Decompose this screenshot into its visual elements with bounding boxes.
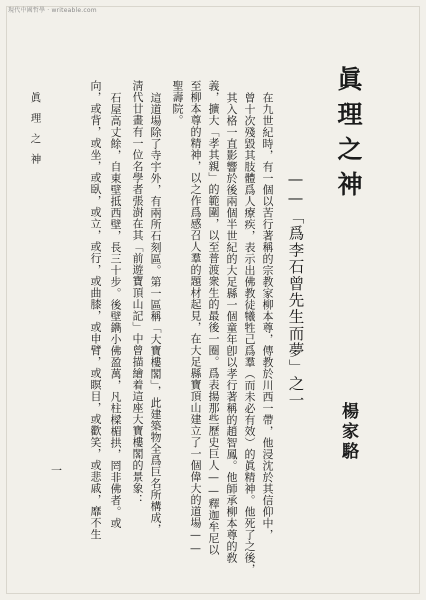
article-title: 眞理之神 <box>334 66 363 206</box>
body-line-8: 淸代廿畫有一位名學者張澍在其「前遊寶頂山記」中曾描繪着這座大寶樓閣的景象： <box>131 80 144 506</box>
body-line-5: 至柳本尊的精神，以之作爲感召人羣的題材起見，在大足縣寶頂山建立了一個偉大的道場—— <box>189 80 202 556</box>
body-line-10: 向，或背，或坐，或臥，或立，或行，或曲膝，或申臂，或瞑目，或歡笑，或悲戚，靡不生 <box>89 80 102 540</box>
body-line-4: 義，擴大「孝其親」的範圍，以至普渡衆生的最後一圈。爲表揚那些歷史巨人——釋迦牟尼以 <box>207 80 220 556</box>
body-line-3: 其入格一直影響於後兩個半世紀的大足縣一個童年卽以孝行著稱的趙智鳳。他師承柳本尊的敎 <box>225 92 238 564</box>
article-subtitle: ——「爲李石曾先生而夢」之一 <box>286 170 305 409</box>
body-line-7: 這道場除了寺宇外，有兩所石刻區。第一區稱「大寶樓閣」，此建築物全爲巨名所構成， <box>149 92 162 535</box>
body-line-9: 石屋高丈餘，自東壁抵西壁，長三十步。後壁鐫小佛盈萬，凡柱樑楣拱，罔非佛者。或 <box>109 92 122 529</box>
body-line-2: 曾十次殘毀其肢體爲人療疾，表示出佛教徒犧牲己爲羣（而未必有效）的眞精神。他死了之後， <box>243 92 256 575</box>
library-stamp: 現代中國哲學 · writeable.com <box>8 7 97 14</box>
body-line-1: 在九世紀時，有一個以苦行著稱的宗教家柳本尊，傳教於川西一帶，他浸沈於其信仰中， <box>261 92 274 541</box>
author-name: 楊家駱 <box>338 402 358 462</box>
page-number: 一 <box>51 464 62 477</box>
body-line-6: 聖壽院。 <box>171 80 184 126</box>
running-head: 眞理之神 <box>29 92 42 174</box>
